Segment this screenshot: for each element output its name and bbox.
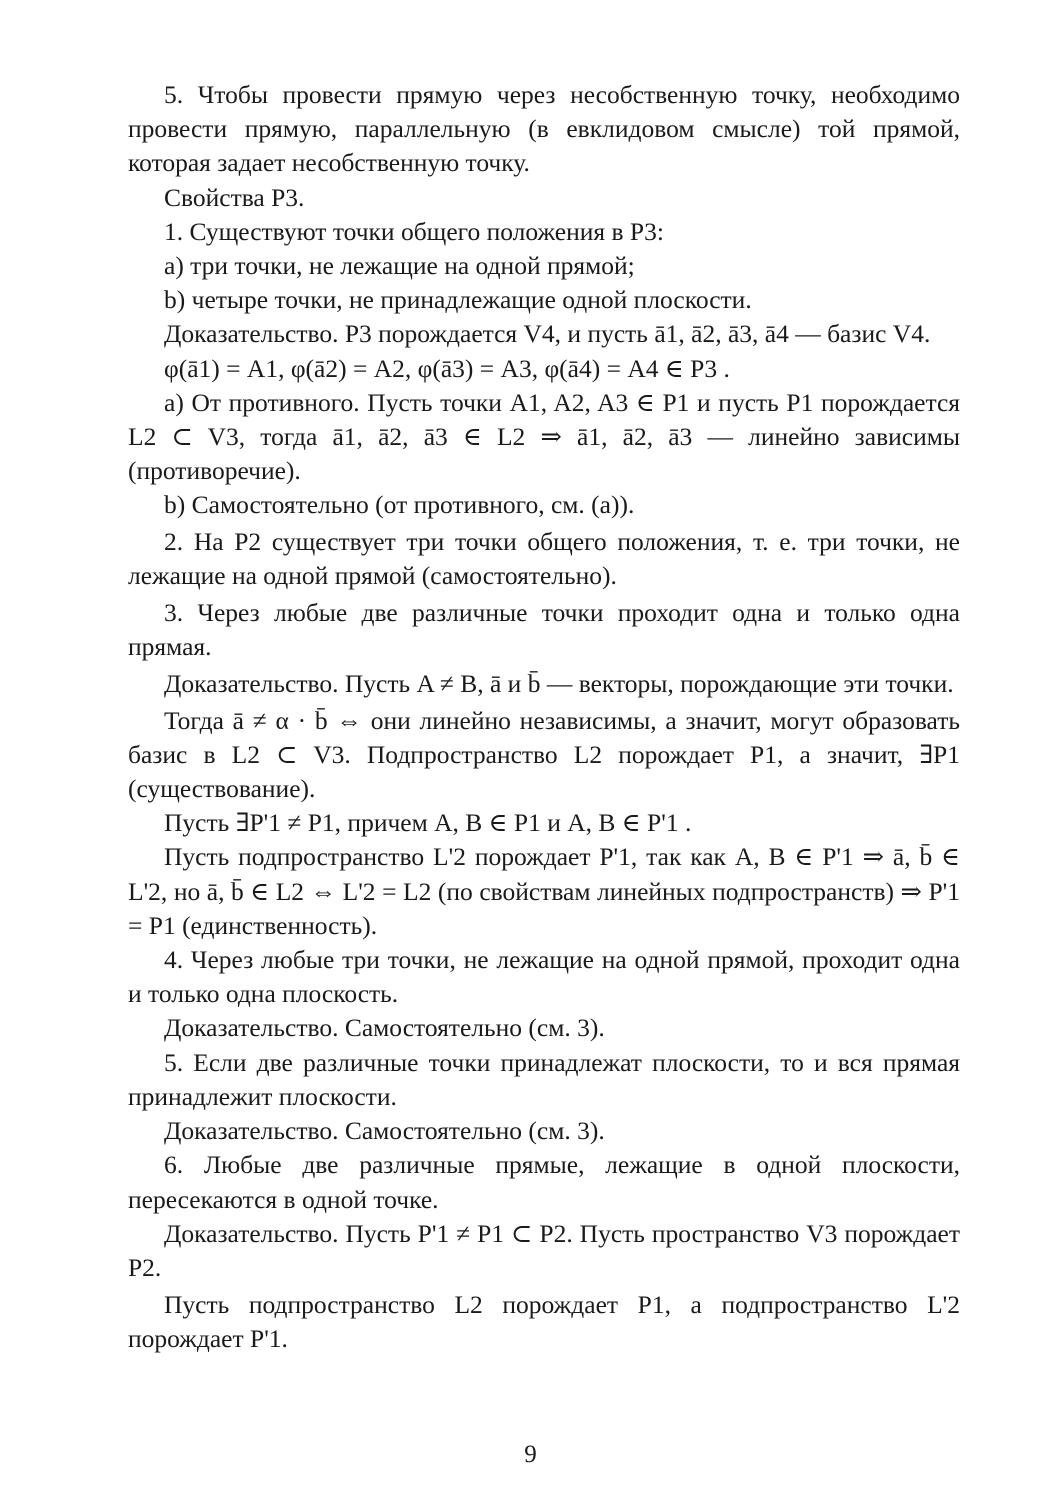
paragraph-proof-1a: a) От противного. Пусть точки A1, A2, A3 ∈ P1 и пусть P1 порождается L2 ⊂ V3, тогда ā1, ā2, ā3 ∈ L2 ⇒ ā1, ā2, ā3 — линейно зависимы (противоречие). bbox=[128, 387, 960, 486]
paragraph-proof-3: Доказательство. Пусть A ≠ B, ā и b̄ — векторы, порождающие эти точки. bbox=[164, 668, 954, 698]
paragraph-improper-point-line: 5. Чтобы провести прямую через несобственную точку, необходимо провести прямую, параллельную (в евклидовом смысле) той прямой, которая задает несобственную точку. bbox=[128, 80, 960, 178]
paragraph-proof-1: Доказательство. P3 порождается V4, и пусть ā1, ā2, ā3, ā4 — базис V4. bbox=[164, 319, 931, 349]
paragraph-phi-formula: φ(ā1) = A1, φ(ā2) = A2, φ(ā3) = A3, φ(ā4) = A4 ∈ P3 . bbox=[164, 353, 730, 383]
page-number: 9 bbox=[524, 1441, 537, 1468]
page-body bbox=[128, 78, 960, 1356]
paragraph-property-2: 2. На P2 существует три точки общего положения, т. е. три точки, не лежащие на одной прямой (самостоятельно). bbox=[128, 527, 960, 591]
paragraph-property-1b: b) четыре точки, не принадлежащие одной плоскости. bbox=[164, 285, 752, 315]
paragraph-proof-5: Доказательство. Самостоятельно (см. 3). bbox=[164, 1116, 605, 1146]
paragraph-property-6: 6. Любые две различные прямые, лежащие в одной плоскости, пересекаются в одной точке. bbox=[128, 1150, 960, 1214]
paragraph-property-1a: a) три точки, не лежащие на одной прямой; bbox=[164, 251, 635, 281]
paragraph-proof-1b: b) Самостоятельно (от противного, см. (a)). bbox=[164, 490, 635, 520]
paragraph-proof-6-continued: Пусть подпространство L2 порождает P1, а подпространство L'2 порождает P'1. bbox=[128, 1289, 960, 1353]
paragraph-proof-3-uniqueness: Пусть подпространство L'2 порождает P'1, так как A, B ∈ P'1 ⇒ ā, b̄ ∈ L'2, но ā, b̄ ∈ L2 ⇔ L'2 = L2 (по свойствам линейных подпространств) ⇒ P'1 = P1 (единственность). bbox=[128, 842, 960, 940]
paragraph-properties-heading: Свойства P3. bbox=[164, 182, 305, 212]
paragraph-proof-3-assume: Пусть ∃P'1 ≠ P1, причем A, B ∈ P1 и A, B ∈ P'1 . bbox=[164, 808, 692, 838]
paragraph-property-3: 3. Через любые две различные точки проходит одна и только одна прямая. bbox=[128, 598, 960, 662]
paragraph-proof-6: Доказательство. Пусть P'1 ≠ P1 ⊂ P2. Пусть пространство V3 порождает P2. bbox=[128, 1218, 960, 1282]
paragraph-proof-4: Доказательство. Самостоятельно (см. 3). bbox=[164, 1013, 605, 1043]
paragraph-property-5: 5. Если две различные точки принадлежат плоскости, то и вся прямая принадлежит плоскости. bbox=[128, 1047, 960, 1111]
paragraph-proof-3-existence: Тогда ā ≠ α · b̄ ⇔ они линейно независимы, а значит, могут образовать базис в L2 ⊂ V3. Подпространство L2 порождает P1, а значит, ∃P1 (существование). bbox=[128, 705, 960, 804]
paragraph-property-4: 4. Через любые три точки, не лежащие на одной прямой, проходит одна и только одна плоскость. bbox=[128, 945, 960, 1009]
paragraph-property-1: 1. Существуют точки общего положения в P3: bbox=[164, 216, 664, 246]
